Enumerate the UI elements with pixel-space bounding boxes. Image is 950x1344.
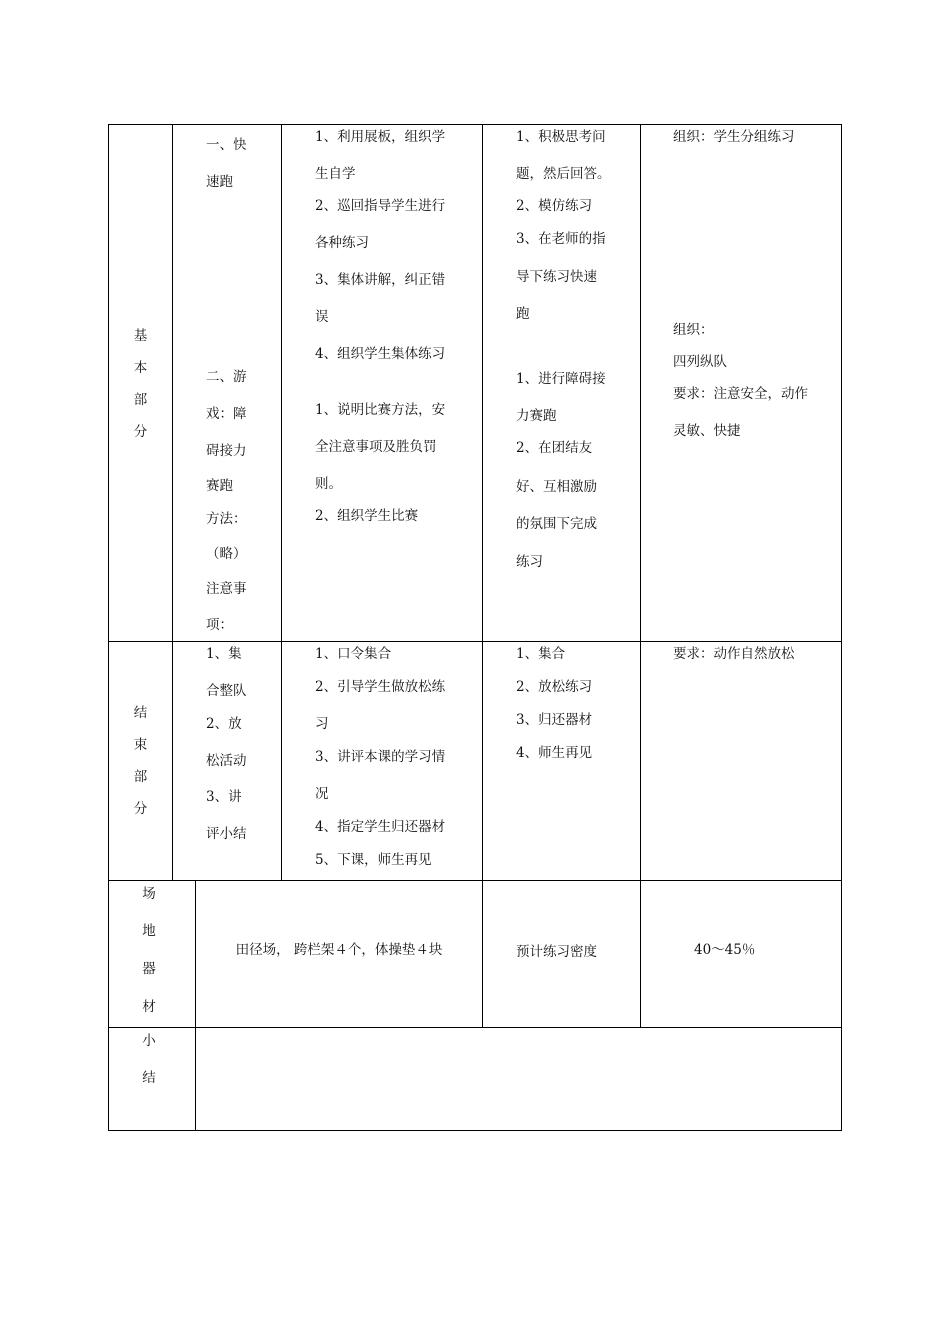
text-line: 的氛围下完成	[516, 516, 597, 532]
text-line: 1、利用展板，组织学	[315, 129, 446, 145]
text-line: 1、说明比赛方法，安	[315, 402, 446, 418]
summary-content-area	[196, 1028, 841, 1130]
ending-student-activities	[516, 644, 592, 776]
venue-section-label	[109, 883, 189, 1033]
table-border-right	[841, 124, 842, 1131]
text-line: 1、集	[206, 646, 242, 662]
text-line: 二、游	[206, 369, 247, 385]
text-line: 预计练习密度	[516, 944, 597, 960]
text-line: 要求：动作自然放松	[673, 646, 795, 662]
text-line: 3、集体讲解，纠正错	[315, 272, 446, 288]
label-char: 分	[133, 424, 148, 440]
basic-section-label	[109, 320, 172, 448]
label-char: 部	[133, 769, 148, 785]
text-line: 好、互相激励	[516, 479, 597, 495]
basic-teacher-activities-2	[315, 392, 445, 529]
text-line: 各种练习	[315, 235, 369, 251]
text-line: 一、快	[206, 137, 247, 153]
basic-student-activities-1	[516, 127, 611, 342]
text-line: 3、讲评本课的学习情	[315, 749, 446, 765]
text-line: 2、在团结友	[516, 440, 593, 456]
basic-student-activities-2	[516, 366, 606, 592]
basic-organization-2	[673, 320, 808, 459]
text-line: 2、模仿练习	[516, 198, 593, 214]
table-border-bottom	[108, 1130, 842, 1131]
label-char: 结	[142, 1070, 156, 1086]
text-line: 导下练习快速	[516, 269, 597, 285]
text-line: 组织：学生分组练习	[673, 129, 795, 145]
text-line: 误	[315, 309, 329, 325]
venue-equipment-list	[196, 940, 482, 960]
text-line: 灵敏、快捷	[673, 423, 741, 439]
text-line: 1、口令集合	[315, 646, 392, 662]
table-border-top	[108, 124, 842, 125]
label-char: 束	[133, 737, 148, 753]
text-line: 练习	[516, 554, 543, 570]
label-char: 部	[133, 392, 148, 408]
text-line: 2、巡回指导学生进行	[315, 198, 446, 214]
text-line: 组织：	[673, 322, 714, 338]
label-char: 基	[133, 328, 148, 344]
text-line: 合整队	[206, 683, 247, 699]
text-line: 3、在老师的指	[516, 231, 606, 247]
text-line: 速跑	[206, 174, 233, 190]
basic-organization-1	[673, 127, 795, 147]
label-char: 分	[133, 801, 148, 817]
col-divider-1-upper	[172, 124, 173, 881]
text-line: 跑	[516, 306, 530, 322]
label-char: 材	[142, 999, 156, 1015]
text-line: 习	[315, 716, 329, 732]
text-line: 全注意事项及胜负罚	[315, 439, 437, 455]
basic-content-sprint	[206, 127, 247, 201]
text-line: 4、组织学生集体练习	[315, 346, 446, 362]
text-line: 碍接力	[206, 443, 247, 459]
label-char: 结	[133, 705, 148, 721]
ending-section-label	[109, 697, 172, 825]
text-line: 2、放松练习	[516, 679, 593, 695]
text-line: 1、积极思考问	[516, 129, 606, 145]
text-line: 况	[315, 786, 329, 802]
basic-teacher-activities-1	[315, 127, 446, 362]
label-char: 本	[133, 360, 148, 376]
col-divider-3	[482, 124, 483, 1028]
label-char: 器	[142, 961, 156, 977]
text-line: （略）	[206, 546, 247, 562]
label-char: 地	[142, 923, 156, 939]
text-line: 5、下课，师生再见	[315, 852, 432, 868]
basic-content-game	[206, 359, 247, 644]
text-line: 1、集合	[516, 646, 566, 662]
ending-organization	[673, 644, 795, 664]
text-line: 40～45％	[694, 942, 756, 958]
text-line: 方法：	[206, 511, 247, 527]
text-line: 3、讲	[206, 789, 242, 805]
text-line: 力赛跑	[516, 408, 557, 424]
text-line: 要求：注意安全，动作	[673, 386, 808, 402]
text-line: 1、进行障碍接	[516, 371, 606, 387]
text-line: 项：	[206, 617, 233, 633]
col-divider-4	[640, 124, 641, 1028]
ending-content	[206, 644, 247, 869]
text-line: 题，然后回答。	[516, 166, 611, 182]
text-line: 注意事	[206, 581, 247, 597]
label-char: 小	[142, 1033, 156, 1049]
text-line: 田径场， 跨栏架４个，体操垫４块	[235, 942, 443, 958]
text-line: 四列纵队	[673, 354, 727, 370]
col-divider-2-upper	[281, 124, 282, 881]
summary-section-label	[109, 1030, 189, 1104]
text-line: 4、指定学生归还器材	[315, 819, 446, 835]
text-line: 4、师生再见	[516, 745, 593, 761]
practice-density-value	[694, 940, 755, 960]
practice-density-label	[516, 942, 597, 962]
text-line: 赛跑	[206, 478, 233, 494]
text-line: 则。	[315, 476, 342, 492]
label-char: 场	[142, 886, 156, 902]
text-line: 2、引导学生做放松练	[315, 679, 446, 695]
text-line: 评小结	[206, 826, 247, 842]
text-line: 3、归还器材	[516, 712, 593, 728]
ending-teacher-activities	[315, 644, 445, 880]
text-line: 2、组织学生比赛	[315, 508, 419, 524]
text-line: 2、放	[206, 716, 242, 732]
text-line: 生自学	[315, 166, 356, 182]
row-divider-ending-venue	[108, 880, 842, 881]
text-line: 松活动	[206, 753, 247, 769]
text-line: 戏：障	[206, 406, 247, 422]
